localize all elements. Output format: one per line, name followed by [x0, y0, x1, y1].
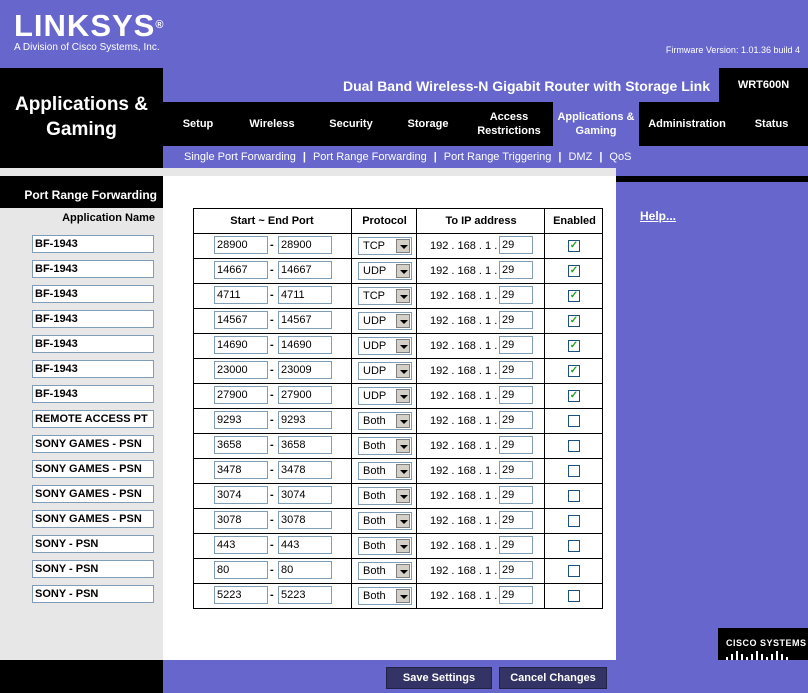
- protocol-value: TCP: [363, 240, 385, 252]
- product-name: Dual Band Wireless-N Gigabit Router with Storage Link: [342, 78, 710, 94]
- subtab-single-port-forwarding[interactable]: Single Port Forwarding: [184, 151, 296, 163]
- cisco-bar: [736, 651, 738, 660]
- chevron-down-icon[interactable]: [396, 239, 410, 253]
- start-port-input[interactable]: 3074: [214, 486, 268, 504]
- help-column: [616, 168, 808, 660]
- port-dash: -: [270, 464, 274, 476]
- end-port-input[interactable]: 443: [278, 536, 332, 554]
- protocol-select[interactable]: [358, 487, 412, 505]
- chevron-down-icon[interactable]: [396, 289, 410, 303]
- enabled-checkbox[interactable]: [568, 565, 580, 577]
- cisco-bar: [776, 651, 778, 660]
- port-dash: -: [270, 389, 274, 401]
- protocol-value: UDP: [363, 340, 387, 352]
- subtab-separator: |: [558, 151, 562, 163]
- tab-storage[interactable]: Storage: [407, 118, 449, 130]
- application-name-input[interactable]: SONY GAMES - PSN: [32, 485, 154, 503]
- start-port-input[interactable]: 5223: [214, 586, 268, 604]
- table-border: [193, 408, 603, 409]
- end-port-input[interactable]: 3078: [278, 511, 332, 529]
- end-port-input[interactable]: 14667: [278, 261, 332, 279]
- start-port-input[interactable]: 23000: [214, 361, 268, 379]
- protocol-value: TCP: [363, 290, 385, 302]
- protocol-select[interactable]: [358, 562, 412, 580]
- ip-header: To IP address: [445, 215, 517, 227]
- protocol-select[interactable]: [358, 537, 412, 555]
- application-name-header: Application Name: [62, 212, 155, 224]
- ip-last-octet-input[interactable]: 29: [499, 261, 533, 279]
- end-port-input[interactable]: 80: [278, 561, 332, 579]
- save-settings-button[interactable]: Save Settings: [386, 667, 492, 689]
- enabled-checkbox[interactable]: [568, 490, 580, 502]
- port-dash: -: [270, 239, 274, 251]
- subtab-separator: |: [302, 151, 306, 163]
- end-port-input[interactable]: 14567: [278, 311, 332, 329]
- port-dash: -: [270, 539, 274, 551]
- application-name-input[interactable]: SONY GAMES - PSN: [32, 460, 154, 478]
- checkbox-checked-icon[interactable]: ✓: [569, 240, 579, 251]
- tab-administration[interactable]: Administration: [648, 118, 726, 130]
- end-port-input[interactable]: 3658: [278, 436, 332, 454]
- logo-subtitle: A Division of Cisco Systems, Inc.: [14, 42, 160, 53]
- table-border: [193, 533, 603, 534]
- protocol-select[interactable]: [358, 437, 412, 455]
- sidebar-title: Port Range Forwarding: [0, 182, 163, 208]
- ip-prefix: 192 . 168 . 1 .: [430, 290, 498, 302]
- protocol-header: Protocol: [362, 215, 407, 227]
- chevron-down-icon[interactable]: [396, 389, 410, 403]
- protocol-value: Both: [363, 565, 386, 577]
- ip-prefix: 192 . 168 . 1 .: [430, 340, 498, 352]
- protocol-value: UDP: [363, 390, 387, 402]
- main-top-strip: [163, 168, 616, 176]
- start-port-input[interactable]: 3478: [214, 461, 268, 479]
- table-border: [193, 433, 603, 434]
- protocol-value: Both: [363, 490, 386, 502]
- ip-last-octet-input[interactable]: 29: [499, 461, 533, 479]
- enabled-checkbox[interactable]: [568, 590, 580, 602]
- chevron-down-icon[interactable]: [396, 364, 410, 378]
- table-border: [193, 458, 603, 459]
- end-port-input[interactable]: 4711: [278, 286, 332, 304]
- start-port-input[interactable]: 28900: [214, 236, 268, 254]
- end-port-input[interactable]: 3478: [278, 461, 332, 479]
- end-port-input[interactable]: 9293: [278, 411, 332, 429]
- protocol-value: Both: [363, 440, 386, 452]
- protocol-value: UDP: [363, 365, 387, 377]
- ip-prefix: 192 . 168 . 1 .: [430, 390, 498, 402]
- table-border: [193, 583, 603, 584]
- firmware-version: Firmware Version: 1.01.36 build 4: [665, 45, 800, 55]
- application-name-input[interactable]: REMOTE ACCESS PT: [32, 410, 154, 428]
- protocol-value: Both: [363, 415, 386, 427]
- protocol-select[interactable]: [358, 412, 412, 430]
- enabled-checkbox[interactable]: [568, 540, 580, 552]
- registered-mark: ®: [155, 19, 165, 31]
- subtab-qos[interactable]: QoS: [609, 151, 632, 163]
- ip-prefix: 192 . 168 . 1 .: [430, 490, 498, 502]
- table-border: [193, 233, 603, 234]
- checkbox-checked-icon[interactable]: ✓: [569, 390, 579, 401]
- tab-setup[interactable]: Setup: [182, 118, 214, 130]
- checkbox-checked-icon[interactable]: ✓: [569, 340, 579, 351]
- start-port-input[interactable]: 14667: [214, 261, 268, 279]
- application-name-input[interactable]: BF-1943: [32, 285, 154, 303]
- protocol-select[interactable]: [358, 362, 412, 380]
- port-dash: -: [270, 289, 274, 301]
- port-dash: -: [270, 264, 274, 276]
- chevron-down-icon[interactable]: [396, 339, 410, 353]
- cisco-bar: [756, 651, 758, 660]
- application-name-input[interactable]: SONY - PSN: [32, 535, 154, 553]
- table-border: [193, 358, 603, 359]
- port-dash: -: [270, 589, 274, 601]
- cisco-text: CISCO SYSTEMS: [726, 638, 807, 648]
- ip-last-octet-input[interactable]: 29: [499, 411, 533, 429]
- chevron-down-icon[interactable]: [396, 314, 410, 328]
- main-tabs: [163, 102, 808, 146]
- application-name-input[interactable]: SONY - PSN: [32, 560, 154, 578]
- application-name-input[interactable]: BF-1943: [32, 235, 154, 253]
- subtab-dmz[interactable]: DMZ: [568, 151, 593, 163]
- model-name: WRT600N: [719, 68, 808, 102]
- protocol-select[interactable]: [358, 237, 412, 255]
- help-link[interactable]: Help...: [640, 209, 677, 223]
- ip-prefix: 192 . 168 . 1 .: [430, 465, 498, 477]
- table-border: [193, 483, 603, 484]
- port-dash: -: [270, 414, 274, 426]
- table-border: [193, 308, 603, 309]
- checkbox-checked-icon[interactable]: ✓: [569, 315, 579, 326]
- application-name-input[interactable]: SONY GAMES - PSN: [32, 510, 154, 528]
- subtab-port-range-triggering[interactable]: Port Range Triggering: [443, 151, 552, 163]
- start-port-input[interactable]: 14690: [214, 336, 268, 354]
- end-port-input[interactable]: 27900: [278, 386, 332, 404]
- chevron-down-icon[interactable]: [396, 564, 410, 578]
- end-port-input[interactable]: 3074: [278, 486, 332, 504]
- chevron-down-icon[interactable]: [396, 539, 410, 553]
- tab-applications-gaming[interactable]: Applications & Gaming: [553, 102, 639, 146]
- port-dash: -: [270, 339, 274, 351]
- protocol-value: UDP: [363, 315, 387, 327]
- start-port-input[interactable]: 80: [214, 561, 268, 579]
- subtab-separator: |: [433, 151, 437, 163]
- table-border: [193, 283, 603, 284]
- table-border: [193, 558, 603, 559]
- ip-prefix: 192 . 168 . 1 .: [430, 365, 498, 377]
- end-port-input[interactable]: 5223: [278, 586, 332, 604]
- ports-header: Start ~ End Port: [230, 215, 314, 227]
- ip-prefix: 192 . 168 . 1 .: [430, 590, 498, 602]
- checkbox-checked-icon[interactable]: ✓: [569, 290, 579, 301]
- ip-last-octet-input[interactable]: 29: [499, 286, 533, 304]
- chevron-down-icon[interactable]: [396, 464, 410, 478]
- ip-prefix: 192 . 168 . 1 .: [430, 315, 498, 327]
- protocol-select[interactable]: [358, 312, 412, 330]
- table-border: [193, 383, 603, 384]
- enabled-header: Enabled: [553, 215, 596, 227]
- ip-last-octet-input[interactable]: 29: [499, 386, 533, 404]
- cancel-changes-button[interactable]: Cancel Changes: [499, 667, 607, 689]
- sub-tabs: [163, 146, 808, 168]
- enabled-checkbox[interactable]: [568, 440, 580, 452]
- protocol-select[interactable]: [358, 287, 412, 305]
- table-border: [193, 208, 603, 209]
- protocol-value: Both: [363, 540, 386, 552]
- chevron-down-icon[interactable]: [396, 514, 410, 528]
- chevron-down-icon[interactable]: [396, 414, 410, 428]
- logo-text: LINKSYS: [14, 8, 156, 43]
- protocol-select[interactable]: [358, 387, 412, 405]
- ip-prefix: 192 . 168 . 1 .: [430, 540, 498, 552]
- application-name-input[interactable]: SONY - PSN: [32, 585, 154, 603]
- ip-last-octet-input[interactable]: 29: [499, 336, 533, 354]
- start-port-input[interactable]: 3078: [214, 511, 268, 529]
- ip-last-octet-input[interactable]: 29: [499, 561, 533, 579]
- application-name-input[interactable]: BF-1943: [32, 335, 154, 353]
- protocol-select[interactable]: [358, 337, 412, 355]
- end-port-input[interactable]: 14690: [278, 336, 332, 354]
- protocol-value: Both: [363, 515, 386, 527]
- ip-last-octet-input[interactable]: 29: [499, 236, 533, 254]
- tab-security[interactable]: Security: [329, 118, 373, 130]
- tab-wireless[interactable]: Wireless: [249, 118, 295, 130]
- ip-prefix: 192 . 168 . 1 .: [430, 565, 498, 577]
- application-name-input[interactable]: BF-1943: [32, 360, 154, 378]
- tab-status[interactable]: Status: [754, 118, 789, 130]
- chevron-down-icon[interactable]: [396, 489, 410, 503]
- table-border: [193, 258, 603, 259]
- cisco-bars-icon: [726, 650, 792, 660]
- subtab-port-range-forwarding[interactable]: Port Range Forwarding: [312, 151, 427, 163]
- start-port-input[interactable]: 14567: [214, 311, 268, 329]
- enabled-checkbox[interactable]: [568, 415, 580, 427]
- ip-prefix: 192 . 168 . 1 .: [430, 240, 498, 252]
- protocol-select[interactable]: [358, 462, 412, 480]
- ip-last-octet-input[interactable]: 29: [499, 486, 533, 504]
- protocol-value: Both: [363, 590, 386, 602]
- enabled-checkbox[interactable]: [568, 515, 580, 527]
- ip-prefix: 192 . 168 . 1 .: [430, 440, 498, 452]
- application-name-input[interactable]: BF-1943: [32, 385, 154, 403]
- application-name-input[interactable]: BF-1943: [32, 260, 154, 278]
- start-port-input[interactable]: 27900: [214, 386, 268, 404]
- ip-last-octet-input[interactable]: 29: [499, 311, 533, 329]
- port-dash: -: [270, 439, 274, 451]
- port-dash: -: [270, 489, 274, 501]
- protocol-value: Both: [363, 465, 386, 477]
- help-divider: [616, 176, 808, 182]
- start-port-input[interactable]: 9293: [214, 411, 268, 429]
- protocol-select[interactable]: [358, 587, 412, 605]
- chevron-down-icon[interactable]: [396, 439, 410, 453]
- start-port-input[interactable]: 3658: [214, 436, 268, 454]
- table-border: [193, 333, 603, 334]
- application-name-input[interactable]: SONY GAMES - PSN: [32, 435, 154, 453]
- ip-last-octet-input[interactable]: 29: [499, 536, 533, 554]
- protocol-select[interactable]: [358, 512, 412, 530]
- checkbox-checked-icon[interactable]: ✓: [569, 265, 579, 276]
- port-dash: -: [270, 314, 274, 326]
- application-name-input[interactable]: BF-1943: [32, 310, 154, 328]
- linksys-logo: [14, 10, 164, 41]
- ip-last-octet-input[interactable]: 29: [499, 436, 533, 454]
- chevron-down-icon[interactable]: [396, 589, 410, 603]
- tab-access-restrictions[interactable]: Access Restrictions: [477, 111, 541, 137]
- table-border: [193, 508, 603, 509]
- start-port-input[interactable]: 443: [214, 536, 268, 554]
- ip-last-octet-input[interactable]: 29: [499, 361, 533, 379]
- end-port-input[interactable]: 23009: [278, 361, 332, 379]
- chevron-down-icon[interactable]: [396, 264, 410, 278]
- port-dash: -: [270, 514, 274, 526]
- ip-last-octet-input[interactable]: 29: [499, 586, 533, 604]
- start-port-input[interactable]: 4711: [214, 286, 268, 304]
- subtab-separator: |: [599, 151, 603, 163]
- ip-prefix: 192 . 168 . 1 .: [430, 515, 498, 527]
- end-port-input[interactable]: 28900: [278, 236, 332, 254]
- ip-prefix: 192 . 168 . 1 .: [430, 415, 498, 427]
- protocol-value: UDP: [363, 265, 387, 277]
- table-border: [193, 608, 603, 609]
- checkbox-checked-icon[interactable]: ✓: [569, 365, 579, 376]
- ip-prefix: 192 . 168 . 1 .: [430, 265, 498, 277]
- protocol-select[interactable]: [358, 262, 412, 280]
- port-dash: -: [270, 564, 274, 576]
- port-dash: -: [270, 364, 274, 376]
- enabled-checkbox[interactable]: [568, 465, 580, 477]
- section-title: Applications & Gaming: [14, 94, 148, 140]
- ip-last-octet-input[interactable]: 29: [499, 511, 533, 529]
